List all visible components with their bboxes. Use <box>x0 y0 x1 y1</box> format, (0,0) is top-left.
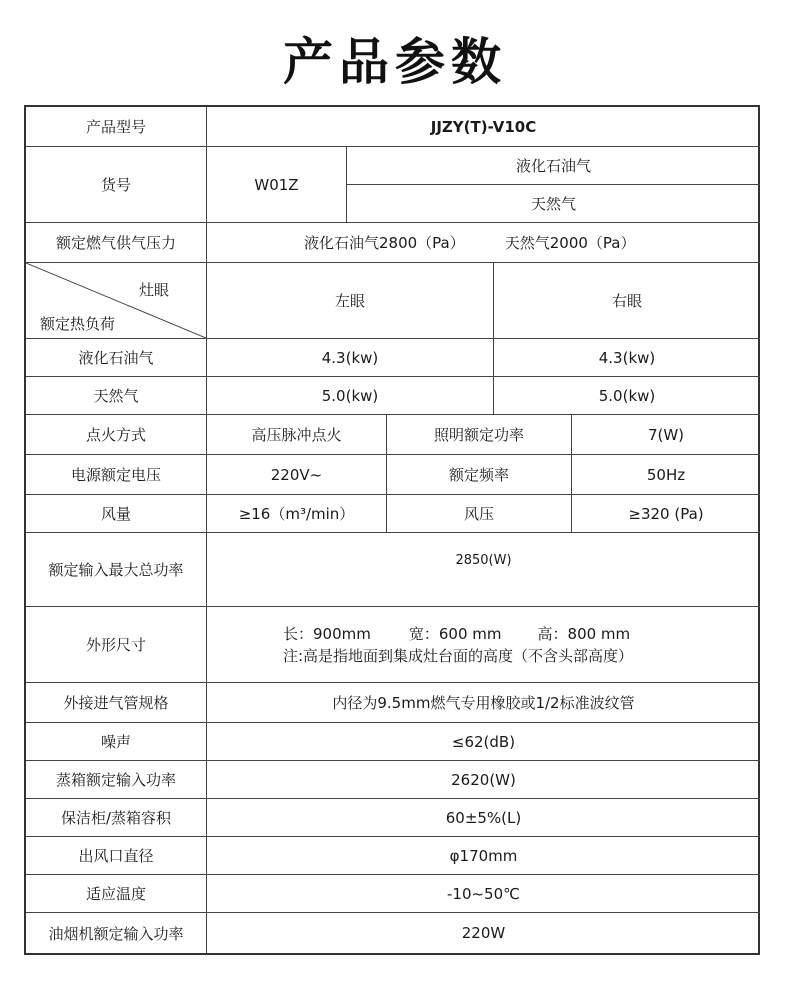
air-pressure-label: 风压 <box>387 495 572 533</box>
heat-diagonal-cell <box>26 263 207 339</box>
model-value: JJZY(T)-V10C <box>207 107 760 147</box>
page-title: 产品参数 <box>283 33 507 91</box>
voltage-label: 电源额定电压 <box>26 455 207 495</box>
ng-right: 5.0(kw) <box>494 377 760 415</box>
ignition-label: 点火方式 <box>26 415 207 455</box>
burner-label: 灶眼 <box>139 281 170 299</box>
gas-pipe-label: 外接进气管规格 <box>26 683 207 723</box>
airflow-label: 风量 <box>26 495 207 533</box>
max-power-label: 额定输入最大总功率 <box>26 533 207 607</box>
heat-load-label: 额定热负荷 <box>40 315 116 333</box>
ng-left: 5.0(kw) <box>207 377 494 415</box>
width-label: 宽： <box>408 624 439 643</box>
noise-label: 噪声 <box>26 723 207 761</box>
height-value: 800 mm <box>567 624 631 643</box>
pressure-ng: 天然气2000（Pa） <box>504 234 636 252</box>
max-power-value: 2850(W) <box>207 533 760 607</box>
spec-table <box>24 105 760 955</box>
dimensions-label: 外形尺寸 <box>26 607 207 683</box>
steam-power-value: 2620(W) <box>207 761 760 799</box>
right-burner-header: 右眼 <box>494 263 760 339</box>
length-value: 900mm <box>313 624 371 643</box>
pressure-lpg: 液化石油气2800（Pa） <box>304 234 465 252</box>
frequency-label: 额定频率 <box>387 455 572 495</box>
item-no-value: W01Z <box>207 147 347 223</box>
item-no-gas1: 液化石油气 <box>347 147 760 185</box>
temp-value: -10~50℃ <box>207 875 760 913</box>
ng-label: 天然气 <box>26 377 207 415</box>
left-burner-header: 左眼 <box>207 263 494 339</box>
hood-power-value: 220W <box>461 924 506 942</box>
airflow-value: ≥16（m³/min） <box>207 495 387 533</box>
dimensions-value <box>207 607 760 683</box>
lpg-right: 4.3(kw) <box>494 339 760 377</box>
item-no-gas2: 天然气 <box>347 185 760 223</box>
voltage-value: 220V~ <box>207 455 387 495</box>
lighting-power-value: 7(W) <box>572 415 760 455</box>
lighting-power-label: 照明额定功率 <box>387 415 572 455</box>
volume-value: 60±5%(L) <box>207 799 760 837</box>
width-value: 600 mm <box>438 624 502 643</box>
item-no-label: 货号 <box>26 147 207 223</box>
lpg-left: 4.3(kw) <box>207 339 494 377</box>
volume-label: 保洁柜/蒸箱容积 <box>26 799 207 837</box>
dimensions-note: 注:高是指地面到集成灶台面的高度（不含头部高度） <box>283 646 634 665</box>
pressure-label: 额定燃气供气压力 <box>26 223 207 263</box>
air-pressure-value: ≥320 (Pa) <box>572 495 760 533</box>
outlet-value: φ170mm <box>207 837 760 875</box>
height-label: 高： <box>537 624 568 643</box>
steam-power-label: 蒸箱额定输入功率 <box>26 761 207 799</box>
noise-value: ≤62(dB) <box>207 723 760 761</box>
model-label: 产品型号 <box>26 107 207 147</box>
ignition-value: 高压脉冲点火 <box>207 415 387 455</box>
hood-power-label: 油烟机额定输入功率 <box>26 913 207 953</box>
pressure-values <box>207 223 760 263</box>
gas-pipe-value: 内径为9.5mm燃气专用橡胶或1/2标准波纹管 <box>207 683 760 723</box>
frequency-value: 50Hz <box>572 455 760 495</box>
lpg-label: 液化石油气 <box>26 339 207 377</box>
length-label: 长： <box>283 624 314 643</box>
outlet-label: 出风口直径 <box>26 837 207 875</box>
temp-label: 适应温度 <box>26 875 207 913</box>
dimensions-line <box>283 623 630 645</box>
